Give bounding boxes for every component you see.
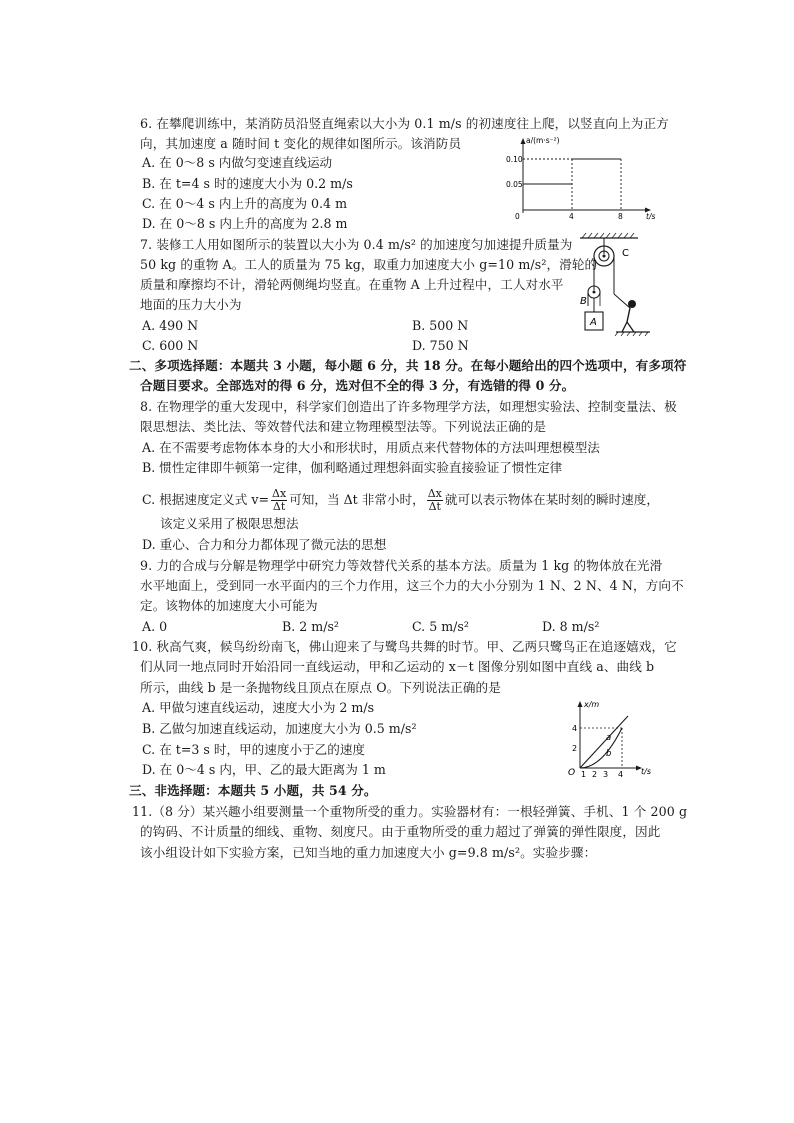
q10-option-d: D. 在 0～4 s 内，甲、乙的最大距离为 1 m — [142, 762, 386, 777]
q10-line-1: 10. 秋高气爽，候鸟纷纷南飞，佛山迎来了与鹭鸟共舞的时节。甲、乙两只鹭鸟正在追逐嬉戏，它 — [132, 639, 677, 654]
q8-option-c-part-1: C. 根据速度定义式 v= — [142, 492, 270, 507]
q7-line-2: 50 kg 的重物 A。工人的质量为 75 kg，取重力加速度大小 g=10 m/s²，滑轮的 — [140, 257, 598, 272]
q7-label-b: B — [580, 296, 587, 307]
q6-graph-x-label: t/s — [646, 212, 656, 221]
q8-option-b: B. 惯性定律即牛顿第一定律，伽利略通过理想斜面实验直接验证了惯性定律 — [142, 460, 563, 475]
q8-option-a: A. 在不需要考虑物体本身的大小和形状时，用质点来代替物体的方法叫理想模型法 — [142, 440, 600, 455]
section-3-title: 三、非选择题：本题共 5 小题，共 54 分。 — [129, 783, 377, 798]
q8-line-2: 限思想法、类比法、等效替代法和建立物理模型法等。下列说法正确的是 — [140, 419, 547, 434]
q6-acceleration-time-graph — [505, 135, 660, 221]
q9-option-a: A. 0 — [142, 619, 168, 634]
q10-graph-x-tick-2: 2 — [592, 770, 598, 779]
fraction-numerator: Δx — [272, 487, 287, 500]
q8-option-d: D. 重心、合力和分力都体现了微元法的思想 — [142, 537, 387, 552]
q7-pulley-diagram — [572, 232, 652, 336]
q6-graph-y-label: a/(m·s⁻²) — [526, 136, 560, 145]
q7-option-b: B. 500 N — [412, 318, 469, 333]
q9-option-d: D. 8 m/s² — [542, 619, 600, 634]
q8-option-c-line-2: 该定义采用了极限思想法 — [160, 516, 299, 531]
q11-line-3: 该小组设计如下实验方案，已知当地的重力加速度大小 g=9.8 m/s²。实验步骤： — [140, 845, 597, 860]
q7-line-1: 7. 装修工人用如图所示的装置以大小为 0.4 m/s² 的加速度匀加速提升质量为 — [140, 237, 573, 252]
section-2-line-1: 二、多项选择题：本题共 3 小题，每小题 6 分，共 18 分。在每小题给出的四个选项中，有多项符 — [129, 358, 687, 373]
q10-graph-y-label: x/m — [584, 700, 600, 709]
q10-line-3: 所示，曲线 b 是一条抛物线且顶点在原点 O。下列说法正确的是 — [140, 680, 501, 695]
q6-line-1: 6. 在攀爬训练中，某消防员沿竖直绳索以大小为 0.1 m/s 的初速度往上爬，以竖直向上为正方 — [140, 116, 669, 131]
q11-line-2: 的钩码、不计质量的细线、重物、刻度尺。由于重物所受的重力超过了弹簧的弹性限度，因此 — [140, 824, 661, 839]
q10-graph-y-tick-4: 4 — [572, 724, 578, 733]
q10-option-c: C. 在 t=3 s 时，甲的速度小于乙的速度 — [142, 742, 366, 757]
q7-line-3: 质量和摩擦均不计，滑轮两侧绳均竖直。在重物 A 上升过程中，工人对水平 — [140, 277, 564, 292]
q9-option-b: B. 2 m/s² — [282, 619, 339, 634]
q8-line-1: 8. 在物理学的重大发现中，科学家们创造出了许多物理学方法，如理想实验法、控制变量法、极 — [140, 399, 677, 414]
q9-line-2: 水平地面上，受到同一水平面内的三个力作用，这三个力的大小分别为 1 N、2 N、4 N，方向不 — [140, 578, 684, 593]
q9-line-3: 定。该物体的加速度大小可能为 — [140, 598, 318, 613]
q6-line-2: 向，其加速度 a 随时间 t 变化的规律如图所示。该消防员 — [140, 136, 462, 151]
q6-graph-x-tick-4: 4 — [569, 212, 574, 221]
q10-line-2: 们从同一地点同时开始沿同一直线运动，甲和乙运动的 x－t 图像分别如图中直线 a、曲线 b — [140, 659, 655, 674]
q6-option-c: C. 在 0～4 s 内上升的高度为 0.4 m — [142, 196, 348, 211]
q6-option-a: A. 在 0～8 s 内做匀变速直线运动 — [142, 155, 333, 170]
q7-label-a: A — [590, 317, 597, 328]
section-2-line-2: 合题目要求。全部选对的得 6 分，选对但不全的得 3 分，有选错的得 0 分。 — [140, 378, 575, 393]
q8-velocity-fraction-2 — [427, 488, 443, 513]
q7-label-c: C — [622, 248, 629, 259]
q8-option-c-part-2: 可知，当 Δt 非常小时， — [289, 492, 425, 507]
q7-option-c: C. 600 N — [142, 338, 199, 353]
q10-option-b: B. 乙做匀加速直线运动，加速度大小为 0.5 m/s² — [142, 721, 417, 736]
q10-position-time-graph — [562, 698, 654, 780]
q6-graph-x-tick-8: 8 — [618, 212, 623, 221]
q7-option-d: D. 750 N — [412, 338, 469, 353]
q11-line-1: 11.（8 分）某兴趣小组要测量一个重物所受的重力。实验器材有：一根轻弹簧、手机、1 个 200 g — [132, 804, 688, 819]
q10-graph-x-tick-3: 3 — [603, 770, 609, 779]
q9-line-1: 9. 力的合成与分解是物理学中研究力等效替代关系的基本方法。质量为 1 kg 的物体放在光滑 — [140, 558, 663, 573]
q6-option-d: D. 在 0～8 s 内上升的高度为 2.8 m — [142, 216, 348, 231]
fraction-numerator: Δx — [427, 487, 442, 500]
q10-graph-curve-b-label: b — [606, 749, 612, 759]
q6-graph-y-tick-0: 0 — [515, 212, 520, 221]
q10-graph-x-tick-4: 4 — [618, 770, 624, 779]
q8-option-c — [142, 488, 659, 513]
q9-option-c: C. 5 m/s² — [412, 619, 469, 634]
q10-option-a: A. 甲做匀速直线运动，速度大小为 2 m/s — [142, 700, 375, 715]
q7-line-4: 地面的压力大小为 — [140, 297, 242, 312]
q6-graph-y-tick-010: 0.10 — [506, 155, 523, 164]
q10-graph-x-label: t/s — [641, 767, 651, 776]
q10-graph-origin-label: O — [568, 768, 576, 778]
q8-velocity-fraction — [271, 488, 287, 513]
q10-graph-x-tick-1: 1 — [581, 770, 587, 779]
fraction-denominator: Δt — [428, 500, 441, 513]
fraction-denominator: Δt — [272, 500, 286, 513]
q6-graph-y-tick-005: 0.05 — [506, 180, 523, 189]
q10-graph-curve-a-label: a — [606, 733, 612, 743]
q7-option-a: A. 490 N — [142, 318, 199, 333]
q10-graph-y-tick-2: 2 — [572, 744, 578, 753]
q6-option-b: B. 在 t=4 s 时的速度大小为 0.2 m/s — [142, 176, 353, 191]
q8-option-c-part-3: 就可以表示物体在某时刻的瞬时速度， — [444, 492, 659, 507]
